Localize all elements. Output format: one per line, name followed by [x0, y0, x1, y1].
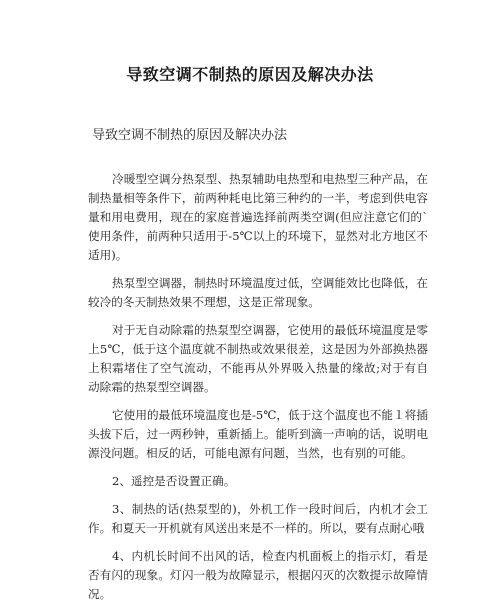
paragraph-heating-delay: 3、制热的话(热泵型的)，外机工作一段时间后，内机才会工作。和夏天一开机就有风送出来是不一样的。所以，要有点耐心哦	[88, 502, 428, 535]
paragraph-indicator-check: 4、内机长时间不出风的话，检查内机面板上的指示灯，看是否有闪的现象。灯闪一般为故障显示，根据闪灭的次数提示故障情况。	[88, 549, 428, 601]
paragraph-defrost: 对于无自动除霜的热泵型空调器，它使用的最低环境温度是零上5℃，低于这个温度就不制热或效果很差，这是因为外部换热器上积霜堵住了空气流动，不能再从外界吸入热量的缘故;对于有自动除霜的热泵型空调器。	[88, 323, 428, 394]
document-body	[88, 170, 428, 613]
document-title: 导致空调不制热的原因及解决办法	[126, 65, 374, 84]
paragraph-intro: 冷暖型空调分热泵型、热泵辅助电热型和电热型三种产品，在制热量相等条件下，前两种耗电比第三种约的一半，考虑到供电容量和用电费用，现在的家庭普遍选择前两类空调(但应注意它们的`使用条件，前两种只适用于-5℃以上的环境下，显然对北方地区不适用)。	[88, 172, 428, 262]
paragraph-remote-check: 2、遥控是否设置正确。	[112, 474, 236, 488]
document-subtitle: 导致空调不制热的原因及解决办法	[92, 128, 288, 143]
paragraph-heat-pump: 热泵型空调器，制热时环境温度过低，空调能效比也降低，在较冷的冬天制热效果不理想，这是正常现象。	[88, 276, 428, 309]
paragraph-power-check: 它使用的最低环境温度也是-5℃，低于这个温度也不能１将插头拔下后，过一两秒钟，重新插上。能听到滴一声响的话，说明电源没问题。相反的话，可能电源有问题，当然，也有别的可能。	[88, 408, 428, 460]
